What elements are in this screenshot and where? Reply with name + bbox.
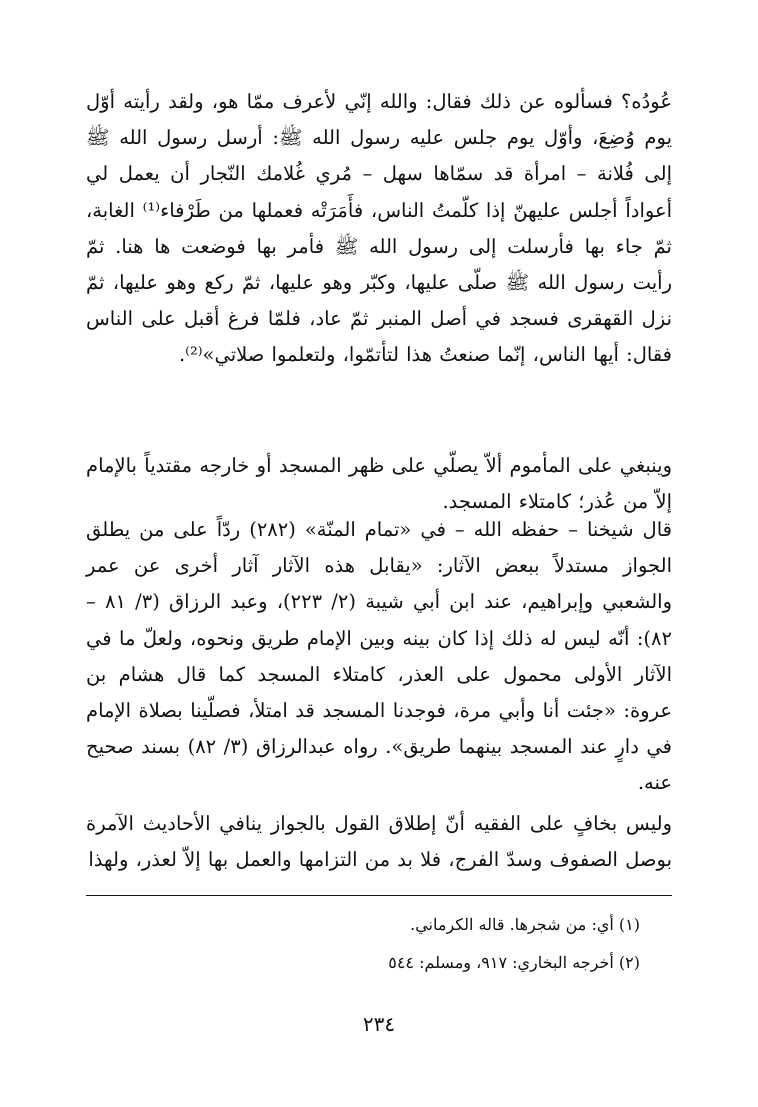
footnotes [86, 906, 672, 982]
page-number: ٢٣٤ [362, 1012, 396, 1036]
body-paragraph-4: وليس بخافٍ على الفقيه أنّ إطلاق القول بالجواز ينافي الأحاديث الآمرة بوصل الصفوف وسدّ الفرج، فلا بد من التزامها والعمل بها إلاّ لعذر، ولهذا [86, 812, 672, 872]
body-paragraph-3: قال شيخنا – حفظه الله – في «تمام المنّة» (٢٨٢) ردّاً على من يطلق الجواز مستدلاً ببعض الآثار: «يقابل هذه الآثار آثار أخرى عن عمر والشعبي وإبراهيم، عند ابن أبي شيبة (٢/ ٢٢٣)، وعبد الرزاق (٣/ ٨١ – ٨٢): أنّه ليس له ذلك إذا كان بينه وبين الإمام طريق ونحوه، ولعلّ ما في الآثار الأولى محمول على العذر، كامتلاء المسجد كما قال هشام بن عروة: «جئت أنا وأبي مرة، فوجدنا المسجد قد امتلأ، فصلّينا بصلاة الإمام في دارٍ عند المسجد بينهما طريق». رواه عبدالرزاق (٣/ ٨٢) بسند صحيح عنه. [86, 518, 672, 795]
body-paragraph-1: عُودُه؟ فسألوه عن ذلك فقال: والله إنّي لأعرف ممّا هو، ولقد رأيته أوّل يوم وُضِعَ، وأوّل يوم جلس عليه رسول الله ﷺ: أرسل رسول الله ﷺ إلى فُلانة – امرأة قد سمّاها سهل – مُري غُلامك النّجار أن يعمل لي أعواداً أجلس عليهنّ إذا كلّمتُ الناس، فأَمَرَتْه فعملها من طَرْفاء⁽¹⁾ الغابة، ثمّ جاء بها فأرسلت إلى رسول الله ﷺ فأمر بها فوضعت ها هنا. ثمّ رأيت رسول الله ﷺ صلّى عليها، وكبّر وهو عليها، ثمّ ركع وهو عليها، ثمّ نزل القهقرى فسجد في أصل المنبر ثمّ عاد، فلمّا فرغ أقبل على الناس فقال: أيها الناس، إنّما صنعتُ هذا لتأتمّوا، ولتعلموا صلاتي»⁽²⁾. [86, 90, 672, 367]
footnote-2: (٢) أخرجه البخاري: ٩١٧، ومسلم: ٥٤٤ [388, 953, 640, 972]
footnote-separator [86, 895, 672, 896]
footnote-1: (١) أي: من شجرها. قاله الكرماني. [410, 915, 640, 934]
body-paragraph-2: وينبغي على المأموم ألاّ يصلّي على ظهر المسجد أو خارجه مقتدياً بالإمام إلاّ من عُذر؛ كامتلاء المسجد. [86, 454, 672, 514]
